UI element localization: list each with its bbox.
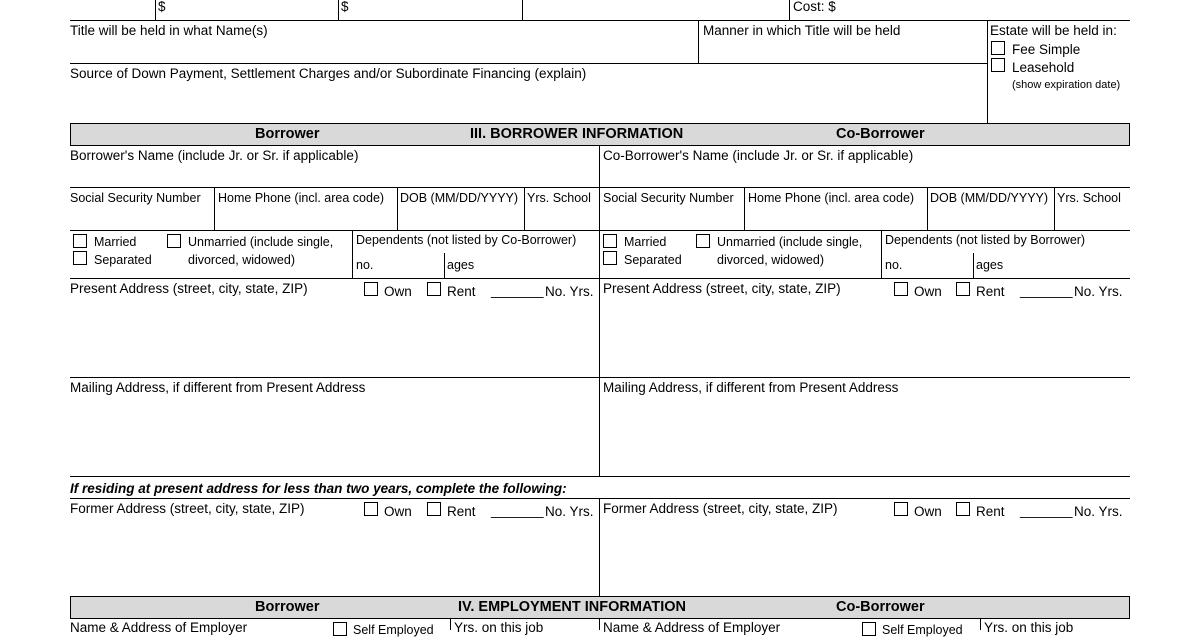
employer-label: Name & Address of Employer (70, 620, 248, 635)
divider (789, 0, 790, 20)
divider (70, 476, 1130, 477)
own-label: Own (384, 504, 412, 519)
ssn-label: Social Security Number (603, 191, 734, 205)
divider (155, 0, 156, 20)
section-header (70, 596, 1130, 619)
dob-label: DOB (MM/DD/YYYY) (930, 191, 1049, 205)
years-blank: _______ (491, 283, 544, 298)
unmarried-label: Unmarried (include single, (188, 235, 334, 249)
own-checkbox[interactable] (894, 282, 908, 296)
years-job-label: Yrs. on this job (984, 620, 1074, 635)
years-label: No. Yrs. (1074, 504, 1123, 519)
own-label: Own (914, 284, 942, 299)
rent-checkbox[interactable] (956, 282, 970, 296)
mailing-address-label: Mailing Address, if different from Present Address (603, 380, 899, 395)
dollar-label: $ (341, 0, 349, 14)
married-label: Married (94, 235, 137, 249)
divider (70, 278, 1130, 279)
unmarried-checkbox[interactable] (696, 234, 710, 248)
section-title: IV. EMPLOYMENT INFORMATION (458, 599, 686, 615)
divider (599, 619, 600, 630)
section-header (70, 123, 1130, 146)
divider (524, 187, 525, 230)
rent-label: Rent (447, 284, 476, 299)
married-checkbox[interactable] (603, 234, 617, 248)
own-checkbox[interactable] (364, 282, 378, 296)
self-employed-checkbox[interactable] (333, 622, 347, 636)
divider (70, 63, 988, 64)
estate-label: Estate will be held in: (990, 23, 1117, 38)
divider (698, 20, 699, 64)
dollar-label: $ (158, 0, 166, 14)
own-label: Own (384, 284, 412, 299)
expiration-note: (show expiration date) (1012, 79, 1121, 91)
divider (70, 498, 1130, 499)
divider (214, 187, 215, 230)
own-checkbox[interactable] (364, 502, 378, 516)
divorced-label: divorced, widowed) (188, 253, 295, 267)
borrower-name-label: Borrower's Name (include Jr. or Sr. if applicable) (70, 148, 359, 163)
rent-label: Rent (976, 284, 1005, 299)
divider (522, 0, 523, 20)
former-address-label: Former Address (street, city, state, ZIP) (603, 501, 838, 516)
unmarried-label: Unmarried (include single, (717, 235, 863, 249)
self-employed-checkbox[interactable] (862, 622, 876, 636)
present-address-label: Present Address (street, city, state, ZIP) (603, 281, 841, 296)
divorced-label: divorced, widowed) (717, 253, 824, 267)
married-label: Married (624, 235, 667, 249)
manner-label: Manner in which Title will be held (703, 23, 901, 38)
divider (973, 253, 974, 278)
divider (70, 20, 1130, 21)
source-label: Source of Down Payment, Settlement Charges and/or Subordinate Financing (explain) (70, 66, 587, 81)
separated-checkbox[interactable] (603, 251, 617, 265)
coborrower-name-label: Co-Borrower's Name (include Jr. or Sr. if applicable) (603, 148, 914, 163)
dependents-label: Dependents (not listed by Borrower) (885, 233, 1086, 247)
divider (397, 187, 398, 230)
divider (70, 187, 1130, 188)
residing-note: If residing at present address for less than two years, complete the following: (70, 481, 567, 496)
fee-simple-checkbox[interactable] (991, 41, 1005, 55)
dependents-no-label: no. (356, 258, 374, 272)
borrower-heading: Borrower (255, 126, 320, 142)
divider (444, 253, 445, 278)
divider (599, 499, 600, 596)
dependents-ages-label: ages (976, 258, 1004, 272)
school-label: Yrs. School (527, 191, 591, 205)
divider (70, 230, 1130, 231)
title-names-label: Title will be held in what Name(s) (70, 23, 268, 38)
borrower-heading: Borrower (255, 599, 320, 615)
dependents-no-label: no. (885, 258, 903, 272)
years-blank: _______ (1020, 503, 1073, 518)
mailing-address-label: Mailing Address, if different from Present Address (70, 380, 366, 395)
home-phone-label: Home Phone (incl. area code) (218, 191, 385, 205)
rent-checkbox[interactable] (956, 502, 970, 516)
separated-label: Separated (624, 253, 682, 267)
dependents-label: Dependents (not listed by Co-Borrower) (356, 233, 577, 247)
rent-checkbox[interactable] (427, 502, 441, 516)
divider (450, 619, 451, 630)
years-label: No. Yrs. (545, 504, 594, 519)
divider (987, 20, 988, 123)
present-address-label: Present Address (street, city, state, ZIP) (70, 281, 308, 296)
divider (352, 230, 353, 278)
divider (599, 146, 600, 476)
former-address-label: Former Address (street, city, state, ZIP) (70, 501, 305, 516)
own-label: Own (914, 504, 942, 519)
divider (927, 187, 928, 230)
cost-label: Cost: $ (793, 0, 836, 14)
divider (1054, 187, 1055, 230)
rent-label: Rent (976, 504, 1005, 519)
self-employed-label: Self Employed (882, 623, 963, 637)
separated-label: Separated (94, 253, 152, 267)
own-checkbox[interactable] (894, 502, 908, 516)
separated-checkbox[interactable] (73, 251, 87, 265)
divider (881, 230, 882, 278)
years-blank: _______ (491, 503, 544, 518)
divider (338, 0, 339, 20)
school-label: Yrs. School (1057, 191, 1121, 205)
years-label: No. Yrs. (545, 284, 594, 299)
divider (70, 377, 1130, 378)
rent-checkbox[interactable] (427, 282, 441, 296)
fee-simple-label: Fee Simple (1012, 42, 1081, 57)
rent-label: Rent (447, 504, 476, 519)
unmarried-checkbox[interactable] (167, 234, 181, 248)
divider (980, 619, 981, 630)
years-job-label: Yrs. on this job (454, 620, 544, 635)
divider (744, 187, 745, 230)
coborrower-heading: Co-Borrower (836, 126, 925, 142)
married-checkbox[interactable] (73, 234, 87, 248)
employer-label: Name & Address of Employer (603, 620, 781, 635)
section-title: III. BORROWER INFORMATION (470, 126, 684, 142)
dependents-ages-label: ages (447, 258, 475, 272)
coborrower-heading: Co-Borrower (836, 599, 925, 615)
leasehold-label: Leasehold (1012, 60, 1075, 75)
years-blank: _______ (1020, 283, 1073, 298)
leasehold-checkbox[interactable] (991, 58, 1005, 72)
dob-label: DOB (MM/DD/YYYY) (400, 191, 519, 205)
self-employed-label: Self Employed (353, 623, 434, 637)
ssn-label: Social Security Number (70, 191, 201, 205)
years-label: No. Yrs. (1074, 284, 1123, 299)
home-phone-label: Home Phone (incl. area code) (748, 191, 915, 205)
